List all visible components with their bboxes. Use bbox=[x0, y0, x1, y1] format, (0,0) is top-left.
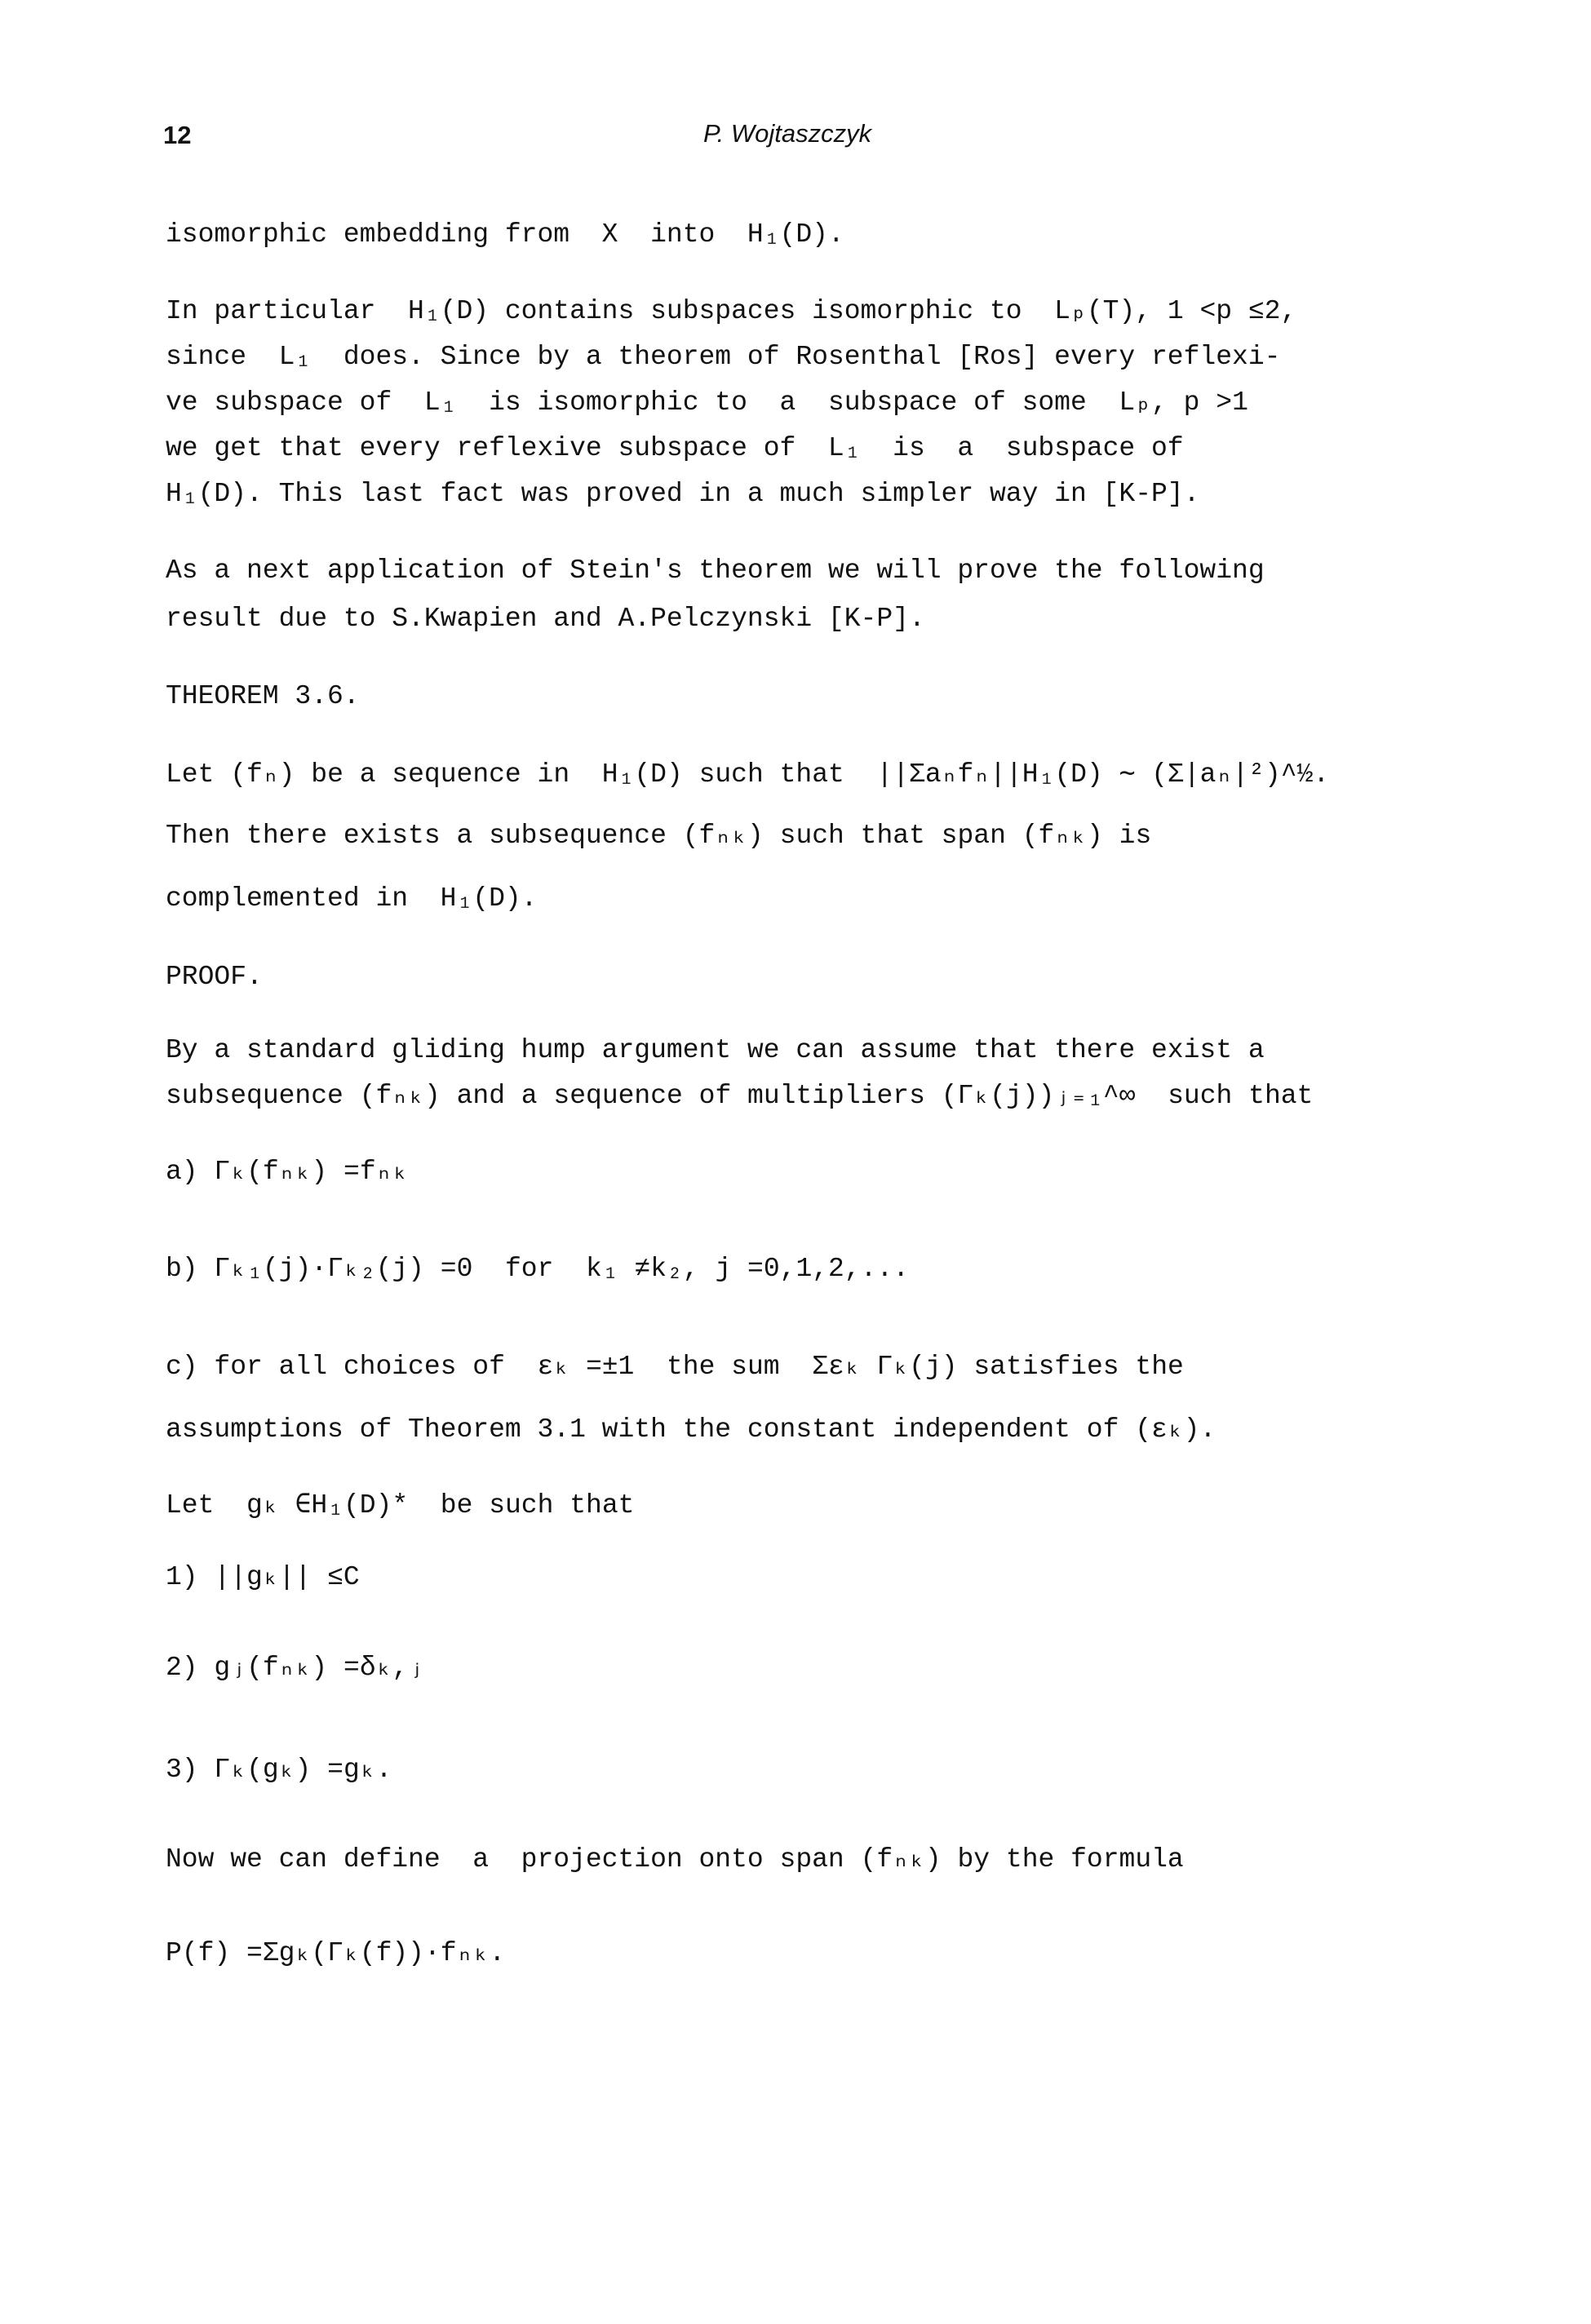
text-line: By a standard gliding hump argument we can assume that there exist a bbox=[166, 1035, 1265, 1065]
text-line: complemented in H₁(D). bbox=[166, 883, 538, 914]
formula: P(f) =Σgₖ(Γₖ(f))·fₙₖ. bbox=[166, 1938, 506, 1968]
theorem-heading: THEOREM 3.6. bbox=[166, 681, 360, 711]
text-line: Let gₖ ∈H₁(D)* be such that bbox=[166, 1490, 635, 1521]
text-line: assumptions of Theorem 3.1 with the constant independent of (εₖ). bbox=[166, 1414, 1217, 1445]
text-line: we get that every reflexive subspace of L₁ is a subspace of bbox=[166, 433, 1184, 463]
text-line: isomorphic embedding from X into H₁(D). bbox=[166, 219, 844, 250]
text-line: ve subspace of L₁ is isomorphic to a subspace of some Lₚ, p >1 bbox=[166, 387, 1248, 418]
text-line: H₁(D). This last fact was proved in a much simpler way in [K-P]. bbox=[166, 479, 1200, 509]
page-number: 12 bbox=[163, 121, 192, 149]
text-line: As a next application of Stein's theorem we will prove the following bbox=[166, 556, 1265, 586]
proof-heading: PROOF. bbox=[166, 962, 263, 992]
text-line: result due to S.Kwapien and A.Pelczynski [K-P]. bbox=[166, 604, 925, 634]
text-line: subsequence (fₙₖ) and a sequence of multipliers (Γₖ(j))ⱼ₌₁^∞ such that bbox=[166, 1081, 1314, 1111]
text-line: Then there exists a subsequence (fₙₖ) such that span (fₙₖ) is bbox=[166, 821, 1152, 851]
list-item: 3) Γₖ(gₖ) =gₖ. bbox=[166, 1755, 392, 1785]
text-line: Let (fₙ) be a sequence in H₁(D) such that ||Σaₙfₙ||H₁(D) ∼ (Σ|aₙ|²)^½. bbox=[166, 759, 1330, 790]
list-item: 1) ||gₖ|| ≤C bbox=[166, 1562, 360, 1592]
text-line: In particular H₁(D) contains subspaces isomorphic to Lₚ(T), 1 <p ≤2, bbox=[166, 296, 1297, 326]
running-head: P. Wojtaszczyk bbox=[703, 119, 872, 148]
list-item: 2) gⱼ(fₙₖ) =δₖ,ⱼ bbox=[166, 1653, 425, 1683]
list-item: b) Γₖ₁(j)·Γₖ₂(j) =0 for k₁ ≠k₂, j =0,1,2,... bbox=[166, 1254, 910, 1284]
text-line: since L₁ does. Since by a theorem of Rosenthal [Ros] every reflexi- bbox=[166, 342, 1281, 372]
text-line: Now we can define a projection onto span (fₙₖ) by the formula bbox=[166, 1844, 1184, 1875]
list-item: a) Γₖ(fₙₖ) =fₙₖ bbox=[166, 1157, 409, 1187]
list-item: c) for all choices of εₖ =±1 the sum Σεₖ Γₖ(j) satisfies the bbox=[166, 1352, 1184, 1382]
